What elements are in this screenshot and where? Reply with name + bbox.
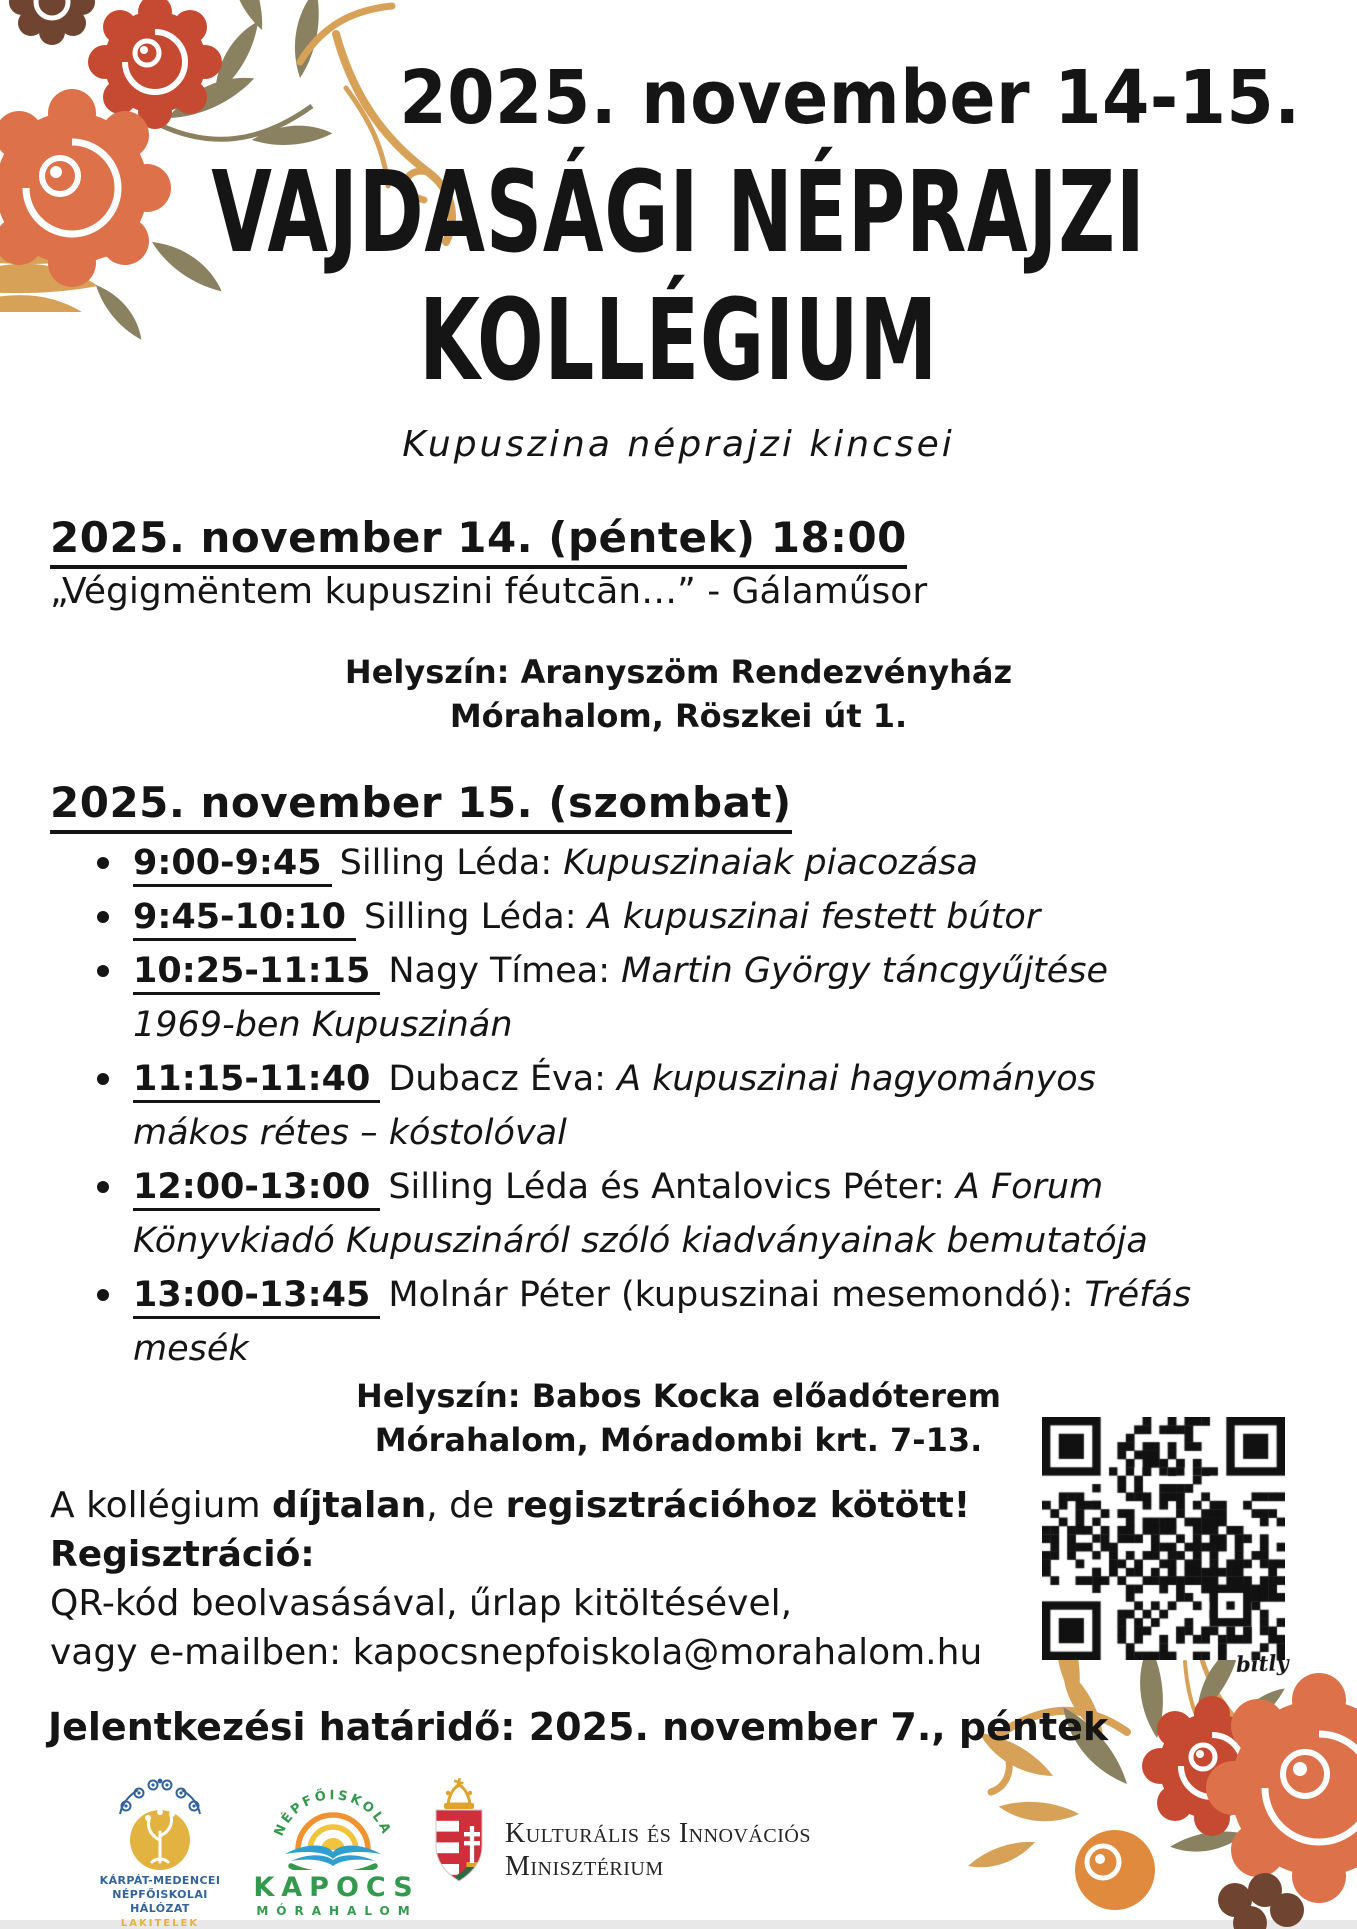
lakitelek-label-line3: LAKITELEK (120, 1918, 200, 1929)
lakitelek-label-line2: NÉPFŐISKOLAI HÁLÓZAT (112, 1888, 208, 1915)
program-time: 9:45-10:10 (133, 897, 356, 941)
program-title: Tréfás mesék (133, 1275, 1192, 1369)
hungarian-coat-of-arms-icon (427, 1778, 491, 1888)
program-title: Martin György táncgyűjtése 1969-ben Kupuszinán (133, 951, 1109, 1045)
program-speaker: Nagy Tímea: (388, 951, 622, 991)
ministry-label-line1: Kulturális és Innovációs (505, 1818, 811, 1849)
ministry-label (505, 1817, 811, 1883)
saturday-section-heading: 2025. november 15. (szombat) (50, 778, 792, 834)
event-date-range: 2025. november 14-15. (399, 55, 1301, 141)
saturday-venue-line2: Mórahalom, Móradombi krt. 7-13. (374, 1421, 983, 1459)
partner-logos (95, 1778, 811, 1929)
program-speaker: Dubacz Éva: (388, 1059, 618, 1099)
kapocs-name-label: KAPOCS (253, 1872, 420, 1903)
friday-venue (0, 650, 1357, 738)
registration-text-bold: díjtalan (272, 1485, 427, 1526)
program-item (95, 1268, 1220, 1376)
bitly-logo-text: bitly (1236, 1650, 1290, 1677)
program-title: A kupuszinai hagyományos mákos rétes – kóstolóval (133, 1059, 1096, 1153)
qr-code-canvas (1042, 1417, 1285, 1660)
program-speaker: Silling Léda és Antalovics Péter: (388, 1167, 956, 1207)
registration-text: , de (426, 1485, 506, 1526)
registration-section (50, 1481, 1015, 1677)
qr-code (1042, 1417, 1290, 1677)
floral-decoration-bottom-right (987, 1638, 1357, 1920)
registration-text: A kollégium (50, 1485, 272, 1526)
lakitelek-label-line1: KÁRPÁT-MEDENCEI (99, 1874, 221, 1887)
program-item (95, 836, 1220, 890)
event-title-line2: KOLLÉGIUM (419, 276, 938, 406)
kapocs-city-label: MÓRAHALOM (256, 1904, 418, 1918)
friday-venue-line2: Mórahalom, Röszkei út 1. (449, 697, 908, 735)
registration-line-email (50, 1628, 1015, 1677)
program-title: A Forum Könyvkiadó Kupuszináról szóló kiadványainak bemutatója (133, 1167, 1148, 1261)
friday-program: „Végigmëntem kupuszini féutcān…” - Gálaműsor (50, 571, 928, 612)
friday-section-heading: 2025. november 14. (péntek) 18:00 (50, 513, 907, 569)
program-item (95, 1160, 1220, 1268)
saturday-venue-line1: Helyszín: Babos Kocka előadóterem (356, 1377, 1001, 1415)
program-speaker: Silling Léda: (339, 843, 564, 883)
event-title-line1: VAJDASÁGI NÉPRAJZI (211, 148, 1146, 278)
program-speaker: Molnár Péter (kupuszinai mesemondó): (388, 1275, 1085, 1315)
ministry-label-line2: Minisztérium (505, 1851, 664, 1882)
registration-line-qr: QR-kód beolvasásával, űrlap kitöltésével, (50, 1583, 793, 1624)
registration-email: kapocsnepfoiskola@morahalom.hu (352, 1632, 983, 1673)
event-subtitle: Kupuszina néprajzi kincsei (402, 424, 955, 465)
program-time: 12:00-13:00 (133, 1167, 380, 1211)
program-title: A kupuszinai festett bútor (587, 897, 1041, 937)
program-speaker: Silling Léda: (364, 897, 588, 937)
program-time: 9:00-9:45 (133, 843, 332, 887)
registration-heading: Regisztráció: (50, 1534, 315, 1575)
program-item (95, 890, 1220, 944)
registration-text-bold: regisztrációhoz kötött! (505, 1485, 971, 1526)
kapocs-arc-label: NÉPFŐISKOLA (271, 1788, 395, 1839)
lakitelek-emblem-icon (110, 1778, 210, 1874)
registration-line-fee (50, 1481, 1015, 1530)
deadline-text: Jelentkezési határidő: 2025. november 7., péntek (48, 1705, 1109, 1749)
program-time: 13:00-13:45 (133, 1275, 380, 1319)
program-list (95, 836, 1220, 1376)
program-time: 10:25-11:15 (133, 951, 380, 995)
program-item (95, 1052, 1220, 1160)
program-title: Kupuszinaiak piacozása (563, 843, 978, 883)
kapocs-emblem-icon (267, 1778, 399, 1870)
ministry-logo (427, 1778, 811, 1888)
program-time: 11:15-11:40 (133, 1059, 380, 1103)
program-item (95, 944, 1220, 1052)
lakitelek-logo (95, 1778, 225, 1929)
event-title (204, 149, 1154, 405)
registration-text: vagy e-mailben: (50, 1632, 353, 1673)
kapocs-logo (253, 1778, 420, 1918)
friday-venue-line1: Helyszín: Aranyszöm Rendezvényház (344, 653, 1013, 691)
